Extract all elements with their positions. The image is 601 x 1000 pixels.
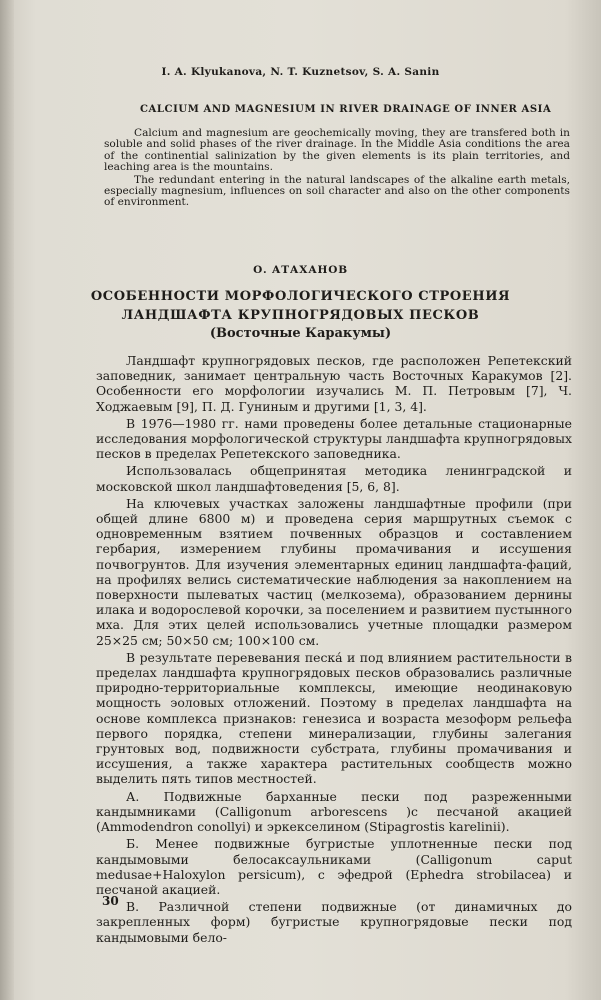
article-body	[96, 353, 572, 947]
article-title	[0, 287, 601, 325]
english-authors: I. A. Klyukanova, N. T. Kuznetsov, S. A. Sanin	[161, 66, 440, 78]
english-title: CALCIUM AND MAGNESIUM IN RIVER DRAINAGE OF INNER ASIA	[140, 104, 552, 115]
page-number: 30	[102, 894, 119, 908]
body-paragraph: Б. Менее подвижные бугристые уплотненные пески под кандымовыми белосаксаульниками (Calligonum caput medusae+Haloxylon persicum), с эфедрой (Ephedra strobilacea) и песчаной акацией.	[96, 836, 572, 897]
body-paragraph: На ключевых участках заложены ландшафтные профили (при общей длине 6800 м) и проведена серия маршрутных съемок с одновременным взятием почвенных образцов и составлением гербария, измерением глубины промачивания и иссушения почвогрунтов. Для изучения элементарных единиц ландшафта-фаций, на профилях велись систематические наблюдения за накоплением на поверхности пылеватых частиц (мелкозема), образованием дернины илака и водорослевой корочки, за поселением и развитием пустынного мха. Для этих целей использовались учетные площадки размером 25×25 см; 50×50 см; 100×100 см.	[96, 495, 572, 648]
english-abstract	[104, 128, 570, 209]
body-paragraph: В результате перевевания песка́ и под влиянием растительности в пределах ландшафта крупногрядовых песков образовались различные природно-территориальные комплексы, имеющие неодинаковую мощность эоловых отложений. Поэтому в пределах ландшафта на основе комплекса признаков: генезиса и возраста мезоформ рельефа первого порядка, степени минерализации, глубины залегания грунтовых вод, подвижности субстрата, глубины промачивания и иссушения, а также характера растительных сообществ можно выделить пять типов местностей.	[96, 649, 572, 787]
article-subtitle: (Восточные Каракумы)	[209, 326, 392, 341]
abstract-paragraph: Calcium and magnesium are geochemically moving, they are transfered both in soluble and solid phases of the river drainage. In the Middle Asia conditions the area of the continential salinization by the given elements is its plain territories, and leaching area is the mountains.	[104, 127, 570, 174]
body-paragraph: В 1976—1980 гг. нами проведены более детальные стационарные исследования морфологической структуры ландшафта крупногрядовых песков в пределах Репетекского заповедника.	[96, 415, 572, 462]
body-paragraph: Использовалась общепринятая методика ленинградской и московской школ ландшафтоведения [5, 6, 8].	[96, 463, 572, 494]
body-paragraph: В. Различной степени подвижные (от динамичных до закрепленных форм) бугристые крупногрядовые пески под кандымовыми бело-	[96, 899, 572, 945]
body-paragraph: Ландшафт крупногрядовых песков, где расположен Репетекский заповедник, занимает центральную часть Восточных Каракумов [2]. Особенности его морфологии изучались М. П. Петровым [7], Ч. Ходжаевым [9], П. Д. Гуниным и другими [1, 3, 4].	[96, 353, 572, 414]
article-author: О. АТАХАНОВ	[253, 264, 348, 276]
abstract-paragraph: The redundant entering in the natural landscapes of the alkaline earth metals, especially magnesium, influences on soil character and also on the other components of environment.	[104, 173, 570, 209]
article-title-line: ЛАНДШАФТА КРУПНОГРЯДОВЫХ ПЕСКОВ	[121, 308, 480, 323]
article-title-line: ОСОБЕННОСТИ МОРФОЛОГИЧЕСКОГО СТРОЕНИЯ	[90, 289, 511, 304]
page-spine-shadow	[0, 0, 14, 1000]
body-paragraph: А. Подвижные барханные пески под разреженными кандымниками (Calligonum arborescens )с песчаной акацией (Ammodendron conollyi) и эркекселином (Stipagrostis karelinii).	[96, 788, 572, 835]
